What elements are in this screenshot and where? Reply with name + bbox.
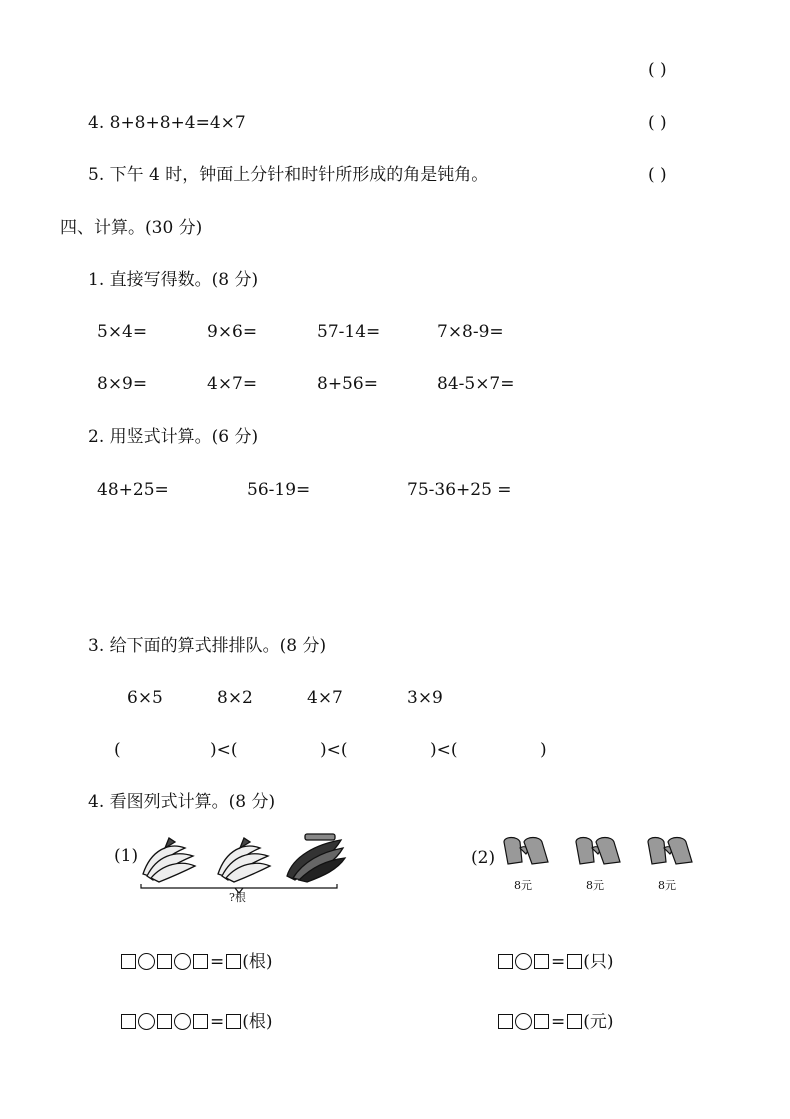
- blank-box[interactable]: [567, 954, 582, 969]
- picture-1-label: (1): [114, 846, 139, 866]
- equals-sign: =: [551, 952, 566, 972]
- blank-circle[interactable]: [174, 953, 191, 970]
- unit-label: (根): [242, 952, 273, 972]
- order-less-than: )<(: [210, 740, 238, 760]
- q2-item: 48+25=: [97, 480, 169, 500]
- blank-box[interactable]: [157, 1014, 172, 1029]
- blank-box[interactable]: [121, 1014, 136, 1029]
- q1-item: 8+56=: [317, 374, 378, 394]
- price-label: 8元: [586, 879, 604, 892]
- q1-title: 1. 直接写得数。(8 分): [88, 270, 259, 290]
- q3-expression: 8×2: [217, 688, 253, 708]
- blank-box[interactable]: [498, 1014, 513, 1029]
- answer-row-mittens-2[interactable]: [497, 1012, 614, 1032]
- answer-row-bananas-2[interactable]: [120, 1012, 273, 1032]
- order-less-than: )<(: [430, 740, 458, 760]
- price-label: 8元: [658, 879, 676, 892]
- q1-item: 7×8-9=: [437, 322, 504, 342]
- blank-box[interactable]: [498, 954, 513, 969]
- q1-item: 57-14=: [317, 322, 381, 342]
- q1-item: 5×4=: [97, 322, 148, 342]
- banana-bunch-icon: [218, 838, 270, 882]
- order-paren-close: ): [540, 740, 547, 760]
- q4-title: 4. 看图列式计算。(8 分): [88, 792, 276, 812]
- blank-box[interactable]: [226, 1014, 241, 1029]
- q1-item: 8×9=: [97, 374, 148, 394]
- blank-circle[interactable]: [138, 1013, 155, 1030]
- judge-question-5: 5. 下午 4 时，钟面上分针和时针所形成的角是钝角。: [88, 165, 489, 185]
- equals-sign: =: [210, 1012, 225, 1032]
- q3-expression: 3×9: [407, 688, 443, 708]
- blank-box[interactable]: [121, 954, 136, 969]
- unit-label: (根): [242, 1012, 273, 1032]
- q2-item: 75-36+25 =: [407, 480, 512, 500]
- blank-box[interactable]: [567, 1014, 582, 1029]
- blank-circle[interactable]: [515, 953, 532, 970]
- blank-box[interactable]: [534, 1014, 549, 1029]
- q1-item: 4×7=: [207, 374, 258, 394]
- blank-box[interactable]: [226, 954, 241, 969]
- answer-row-mittens-1[interactable]: [497, 952, 614, 972]
- blank-box[interactable]: [157, 954, 172, 969]
- mitten-pair-icon: [504, 838, 548, 865]
- answer-paren-4[interactable]: ( ): [648, 113, 667, 133]
- picture-2-label: (2): [471, 848, 496, 868]
- blank-circle[interactable]: [515, 1013, 532, 1030]
- mitten-pair-icon: [648, 838, 692, 865]
- price-label: 8元: [514, 879, 532, 892]
- q3-expression: 6×5: [127, 688, 163, 708]
- blank-box[interactable]: [534, 954, 549, 969]
- q2-item: 56-19=: [247, 480, 311, 500]
- unit-label: (只): [583, 952, 614, 972]
- order-less-than: )<(: [320, 740, 348, 760]
- blank-circle[interactable]: [138, 953, 155, 970]
- equals-sign: =: [551, 1012, 566, 1032]
- mitten-picture: [498, 832, 698, 877]
- q2-title: 2. 用竖式计算。(6 分): [88, 427, 259, 447]
- equals-sign: =: [210, 952, 225, 972]
- blank-box[interactable]: [193, 954, 208, 969]
- blank-circle[interactable]: [174, 1013, 191, 1030]
- blank-box[interactable]: [193, 1014, 208, 1029]
- banana-bunch-icon: [287, 834, 345, 882]
- q1-item: 84-5×7=: [437, 374, 515, 394]
- section-title: 四、计算。(30 分): [60, 218, 203, 238]
- answer-paren-3[interactable]: ( ): [648, 60, 667, 80]
- answer-paren-5[interactable]: ( ): [648, 165, 667, 185]
- answer-row-bananas-1[interactable]: [120, 952, 273, 972]
- unit-label: (元): [583, 1012, 614, 1032]
- mitten-pair-icon: [576, 838, 620, 865]
- order-paren-open: (: [114, 740, 121, 760]
- q1-item: 9×6=: [207, 322, 258, 342]
- judge-question-4: 4. 8+8+8+4=4×7: [88, 113, 246, 133]
- banana-total-label: ?根: [229, 891, 246, 904]
- q3-title: 3. 给下面的算式排排队。(8 分): [88, 636, 327, 656]
- banana-bunch-icon: [143, 838, 195, 882]
- q3-expression: 4×7: [307, 688, 343, 708]
